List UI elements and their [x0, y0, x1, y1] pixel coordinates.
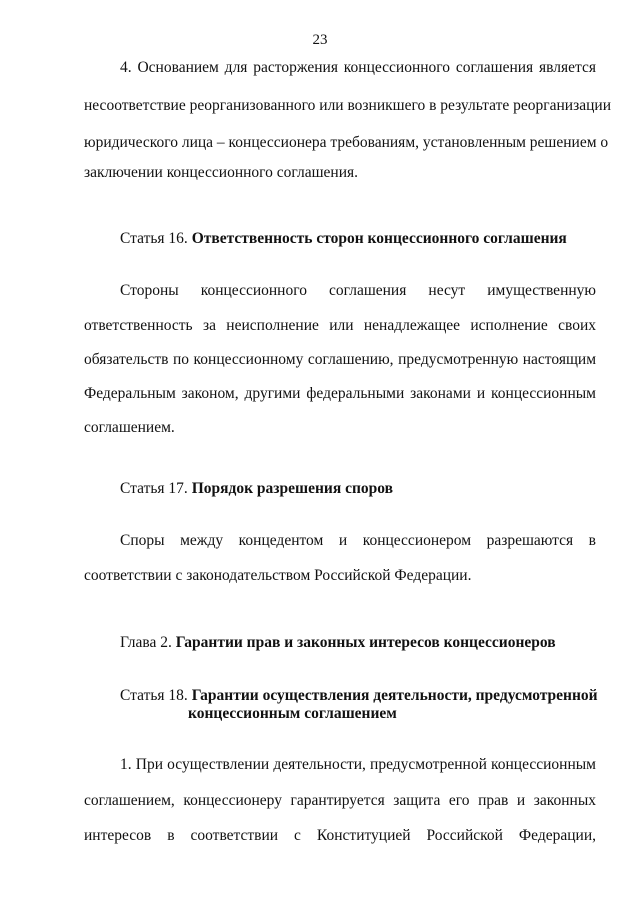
- article-16-line-2: ответственность за неисполнение или ненадлежащее исполнение своих: [84, 317, 596, 334]
- article-18-title-line-2: концессионным соглашением: [188, 705, 397, 722]
- article-16-line-1: Стороны концессионного соглашения несут имущественную: [120, 282, 596, 299]
- paragraph-4-line-4: заключении концессионного соглашения.: [84, 164, 359, 181]
- chapter-2-title: Гарантии прав и законных интересов концессионеров: [175, 634, 556, 651]
- article-16-prefix: Статья 16.: [120, 230, 188, 247]
- article-17-heading: [120, 479, 393, 499]
- article-16-line-4: Федеральным законом, другими федеральными законами и концессионным: [84, 385, 596, 402]
- paragraph-4-line-2: несоответствие реорганизованного или возникшего в результате реорганизации: [84, 97, 611, 114]
- paragraph-4-line-1: 4. Основанием для расторжения концессионного соглашения является: [120, 59, 596, 76]
- paragraph-4-line-3: юридического лица – концессионера требованиям, установленным решением о: [84, 134, 609, 151]
- page-number: 23: [312, 32, 328, 48]
- chapter-2-prefix: Глава 2.: [120, 634, 172, 651]
- article-17-line-1: Споры между концедентом и концессионером разрешаются в: [120, 532, 596, 549]
- article-17-prefix: Статья 17.: [120, 480, 188, 497]
- article-18-heading: [120, 686, 598, 706]
- article-18-line-2: соглашением, концессионеру гарантируется защита его прав и законных: [84, 792, 596, 809]
- article-17-line-2: соответствии с законодательством Российской Федерации.: [84, 567, 472, 584]
- article-16-title: Ответственность сторон концессионного соглашения: [191, 230, 567, 247]
- article-17-title: Порядок разрешения споров: [191, 480, 393, 497]
- article-16-heading: [120, 229, 567, 249]
- article-16-line-5: соглашением.: [84, 419, 175, 436]
- article-18-line-1: 1. При осуществлении деятельности, предусмотренной концессионным: [120, 756, 596, 773]
- chapter-2-heading: [120, 633, 556, 653]
- article-18-prefix: Статья 18.: [120, 687, 188, 704]
- article-18-line-3: интересов в соответствии с Конституцией Российской Федерации,: [84, 827, 596, 844]
- article-18-title-line-1: Гарантии осуществления деятельности, предусмотренной: [191, 687, 598, 704]
- article-16-line-3: обязательств по концессионному соглашению, предусмотренную настоящим: [84, 351, 596, 368]
